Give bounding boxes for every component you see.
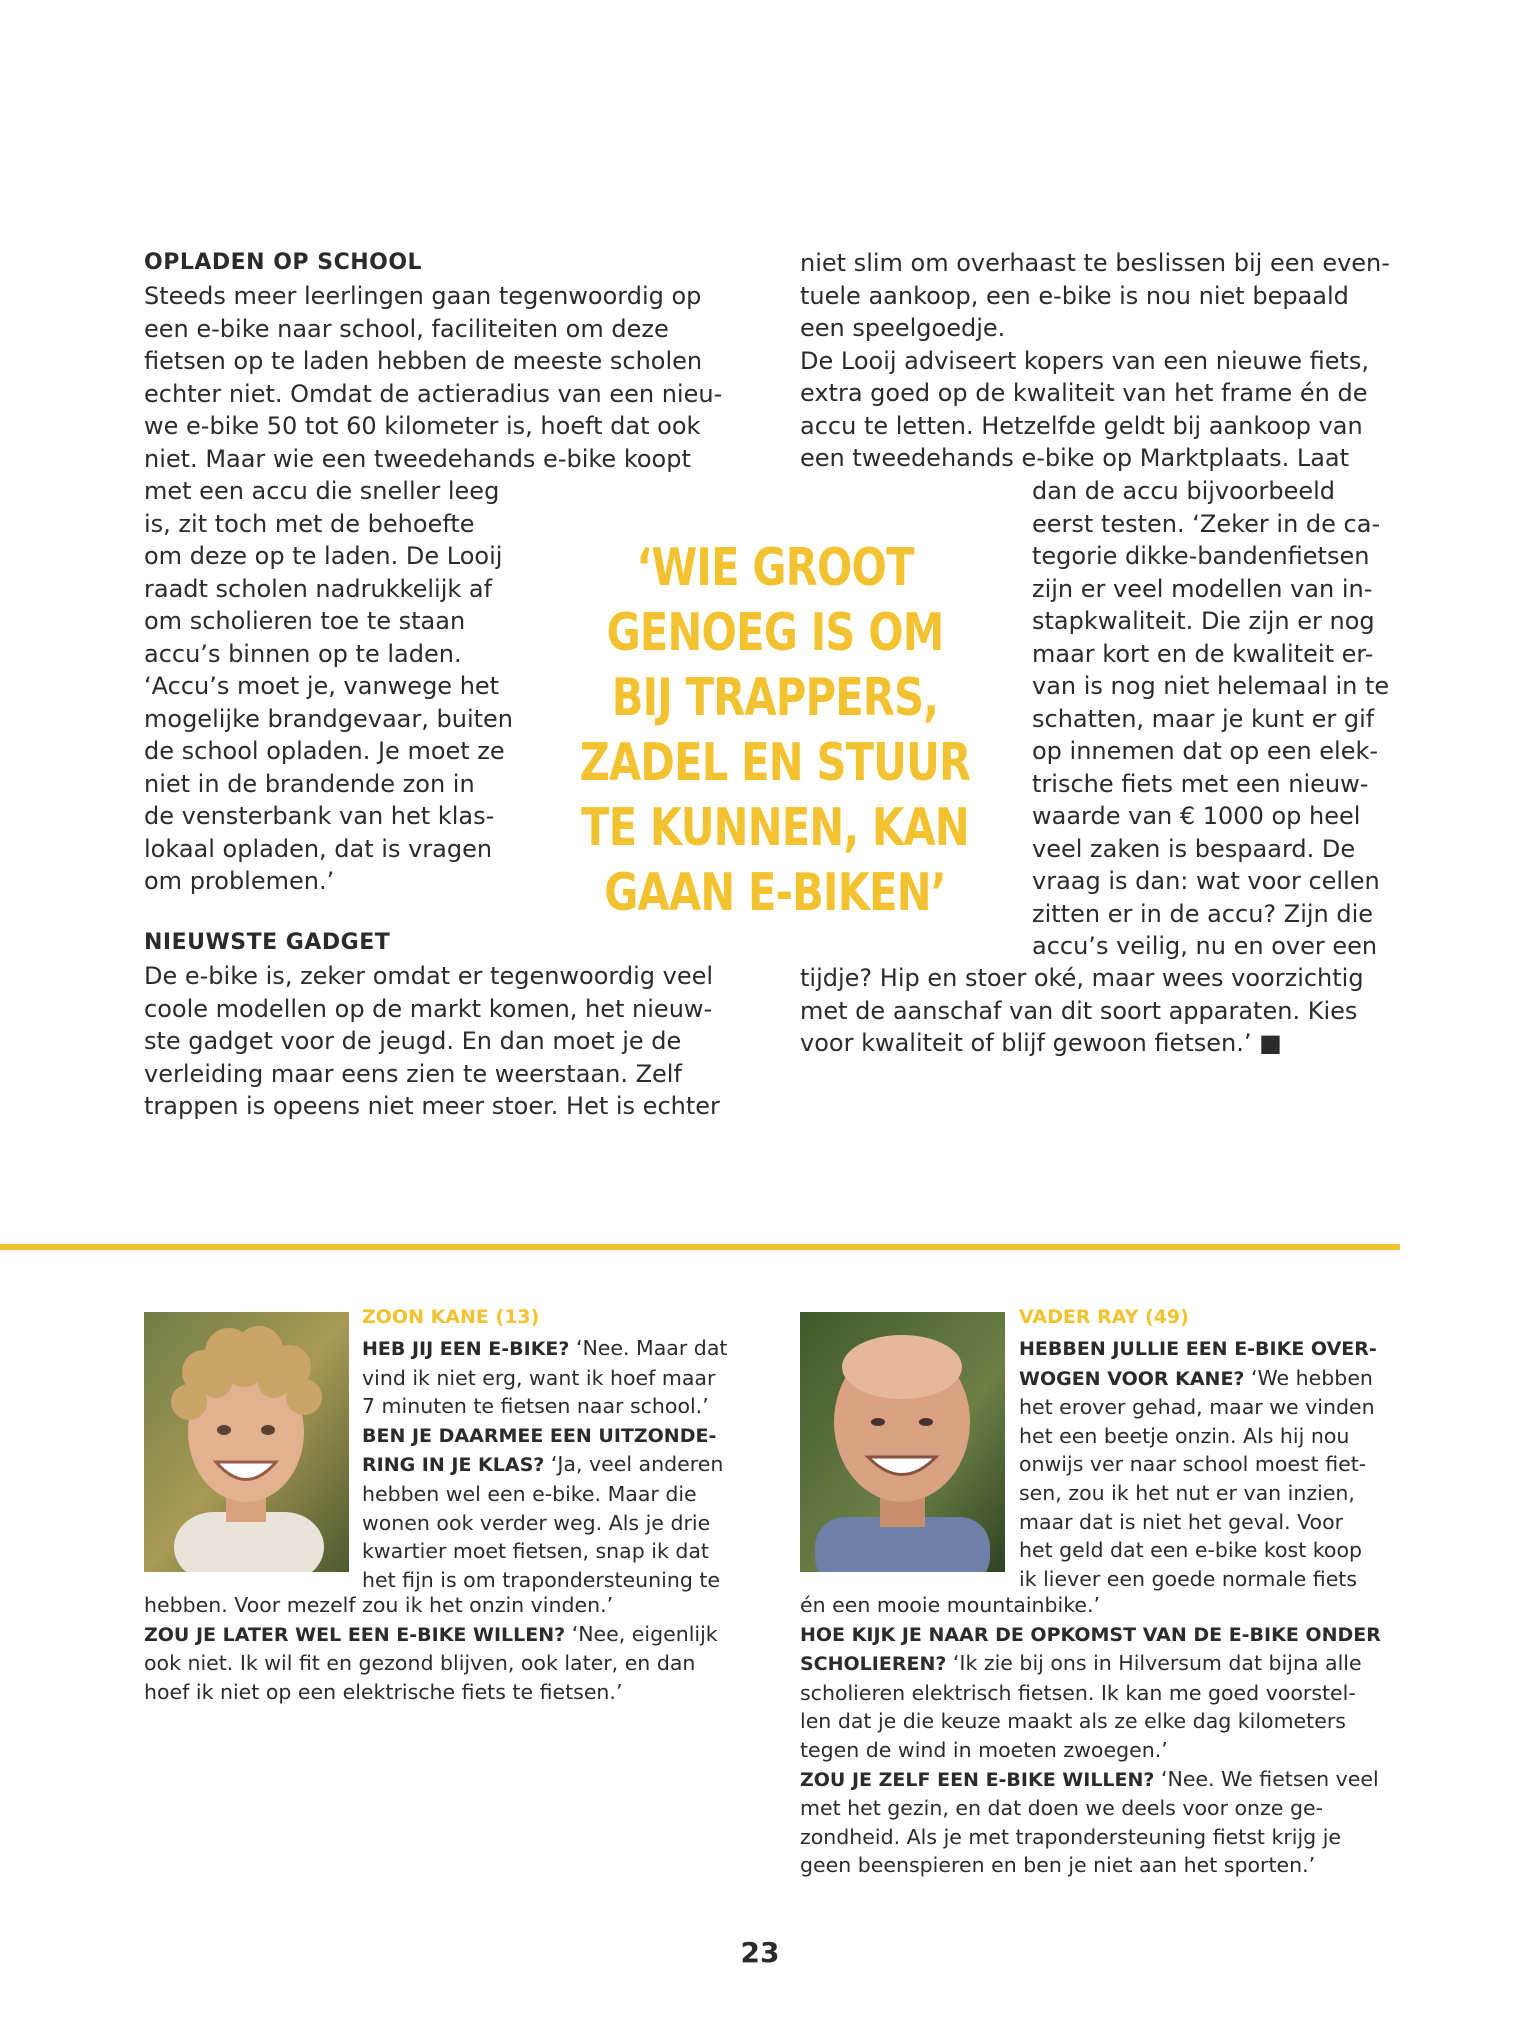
kane-interview-full bbox=[144, 1591, 718, 1706]
divider-rule bbox=[0, 1244, 1400, 1250]
page-number: 23 bbox=[740, 1936, 780, 1969]
body-line: zijn er veel modellen van in- bbox=[1032, 574, 1373, 603]
interview-line bbox=[144, 1678, 718, 1707]
interview-question: HEBBEN JULLIE EEN E-BIKE OVER- bbox=[1019, 1338, 1377, 1360]
interview-answer: het erover gehad, maar we vinden bbox=[1019, 1395, 1375, 1420]
interview-line bbox=[800, 1591, 1381, 1620]
interview-line bbox=[1019, 1364, 1377, 1394]
interview-line bbox=[362, 1364, 727, 1393]
interview-line bbox=[1019, 1393, 1377, 1422]
interview-answer: het geld dat een e-bike kost koop bbox=[1019, 1538, 1363, 1563]
interview-line bbox=[362, 1421, 727, 1451]
interview-line bbox=[1019, 1565, 1377, 1594]
pull-quote bbox=[525, 536, 1025, 926]
interview-answer: ‘Nee. Maar dat bbox=[569, 1336, 728, 1360]
interview-line bbox=[800, 1851, 1381, 1880]
interview-line bbox=[800, 1823, 1381, 1852]
interview-line bbox=[800, 1794, 1381, 1823]
interview-answer: zondheid. Als je met trapondersteuning fietst krijg je bbox=[800, 1824, 1342, 1849]
interview-line bbox=[362, 1334, 727, 1364]
interview-answer: scholieren elektrisch fietsen. Ik kan me goed voorstel- bbox=[800, 1680, 1356, 1705]
section-heading-opladen: OPLADEN OP SCHOOL bbox=[144, 250, 423, 275]
interview-answer: geen beenspieren en ben je niet aan het sporten.’ bbox=[800, 1853, 1316, 1878]
pull-quote-line: BIJ TRAPPERS, bbox=[611, 668, 939, 728]
body-line: accu te letten. Hetzelfde geldt bij aankoop van bbox=[800, 411, 1363, 440]
body-line: mogelijke brandgevaar, buiten bbox=[144, 704, 513, 733]
body-line: een speelgoedje. bbox=[800, 314, 1006, 342]
interview-answer: hoef ik niet op een elektrische fiets te fietsen.’ bbox=[144, 1679, 623, 1704]
interview-line bbox=[800, 1736, 1381, 1765]
interview-line bbox=[1019, 1508, 1377, 1537]
interview-answer: het fijn is om trapondersteuning te bbox=[362, 1567, 721, 1592]
body-line: echter niet. Omdat de actieradius van een nieu- bbox=[144, 379, 723, 408]
ray-photo bbox=[800, 1312, 1005, 1572]
interview-answer: ‘Nee. We fietsen veel bbox=[1154, 1766, 1379, 1791]
body-line: De Looij adviseert kopers van een nieuwe fiets, bbox=[800, 346, 1370, 375]
interview-answer: 7 minuten te fietsen naar school.’ bbox=[362, 1394, 709, 1419]
body-line: waarde van € 1000 op heel bbox=[1032, 802, 1361, 830]
pull-quote-line: GAAN E-BIKEN’ bbox=[604, 863, 946, 923]
interview-answer: ‘We hebben bbox=[1244, 1365, 1373, 1390]
body-line: om problemen.’ bbox=[144, 867, 335, 895]
interview-question: BEN JE DAARMEE EEN UITZONDE- bbox=[362, 1424, 717, 1447]
interview-answer: maar dat is niet het geval. Voor bbox=[1019, 1509, 1344, 1534]
ray-tag: VADER RAY (49) bbox=[1019, 1306, 1189, 1328]
interview-question: ZOU JE ZELF EEN E-BIKE WILLEN? bbox=[800, 1768, 1155, 1791]
interview-line bbox=[800, 1707, 1381, 1736]
interview-answer: ‘Nee, eigenlijk bbox=[565, 1621, 718, 1646]
body-line: niet slim om overhaast te beslissen bij een even- bbox=[800, 249, 1390, 277]
body-line: ‘Accu’s moet je, vanwege het bbox=[144, 672, 500, 700]
interview-line bbox=[800, 1649, 1381, 1679]
ray-interview-full bbox=[800, 1591, 1381, 1880]
interview-question: SCHOLIEREN? bbox=[800, 1653, 947, 1676]
body-line: trische fiets met een nieuw- bbox=[1032, 769, 1369, 798]
interview-line bbox=[144, 1620, 718, 1650]
interview-line bbox=[144, 1591, 718, 1620]
body-line: is, zit toch met de behoefte bbox=[144, 509, 475, 538]
ray-interview-side bbox=[1019, 1334, 1377, 1593]
body-line: verleiding maar eens zien te weerstaan. Zelf bbox=[144, 1059, 682, 1088]
interview-line bbox=[1019, 1450, 1377, 1479]
interview-question: WOGEN VOOR KANE? bbox=[1019, 1367, 1245, 1390]
interview-answer: én een mooie mountainbike.’ bbox=[800, 1593, 1101, 1617]
body-line: Steeds meer leerlingen gaan tegenwoordig op bbox=[144, 282, 702, 310]
body-line: fietsen op te laden hebben de meeste scholen bbox=[144, 347, 703, 375]
body-line: tegorie dikke-bandenfietsen bbox=[1032, 542, 1370, 570]
body-line: lokaal opladen, dat is vragen bbox=[144, 834, 493, 863]
body-line: De e-bike is, zeker omdat er tegenwoordig veel bbox=[144, 962, 714, 990]
interview-answer: ook niet. Ik wil fit en gezond blijven, ook later, en dan bbox=[144, 1651, 696, 1676]
interview-line bbox=[362, 1392, 727, 1421]
interview-line bbox=[800, 1620, 1381, 1650]
body-line: voor kwaliteit of blijf gewoon fietsen.’ ■ bbox=[800, 1029, 1282, 1057]
body-line: tuele aankoop, een e-bike is nou niet bepaald bbox=[800, 281, 1349, 310]
body-line: op innemen dat op een elek- bbox=[1032, 737, 1379, 765]
body-line: coole modellen op de markt komen, het nieuw- bbox=[144, 994, 713, 1023]
interview-question: HOE KIJK JE NAAR DE OPKOMST VAN DE E-BIKE ONDER bbox=[800, 1623, 1381, 1646]
body-line: met de aanschaf van dit soort apparaten. Kies bbox=[800, 996, 1358, 1025]
body-line: trappen is opeens niet meer stoer. Het is echter bbox=[144, 1092, 720, 1120]
body-line: vraag is dan: wat voor cellen bbox=[1032, 867, 1380, 895]
body-line: accu’s binnen op te laden. bbox=[144, 639, 462, 668]
interview-line bbox=[1019, 1479, 1377, 1508]
body-line: we e-bike 50 tot 60 kilometer is, hoeft dat ook bbox=[144, 412, 701, 440]
column2-narrow-text bbox=[1032, 475, 1389, 963]
interview-answer: onwijs ver naar school moest fiet- bbox=[1019, 1452, 1367, 1477]
interview-answer: vind ik niet erg, want ik hoef maar bbox=[362, 1365, 716, 1390]
interview-answer: kwartier moet fietsen, snap ik dat bbox=[362, 1539, 709, 1564]
body-line: eerst testen. ‘Zeker in de ca- bbox=[1032, 509, 1381, 538]
interview-answer: ‘Ik zie bij ons in Hilversum dat bijna alle bbox=[946, 1651, 1362, 1676]
body-line: niet in de brandende zon in bbox=[144, 769, 475, 798]
body-line: extra goed op de kwaliteit van het frame én de bbox=[800, 379, 1368, 407]
body-line: de vensterbank van het klas- bbox=[144, 802, 495, 830]
interview-line bbox=[1019, 1422, 1377, 1451]
interview-answer: met het gezin, en dat doen we deels voor onze ge- bbox=[800, 1796, 1323, 1821]
kane-interview-side bbox=[362, 1334, 727, 1594]
interview-line bbox=[362, 1480, 727, 1509]
kane-photo bbox=[144, 1312, 349, 1572]
interview-line bbox=[1019, 1536, 1377, 1565]
body-line: van is nog niet helemaal in te bbox=[1032, 672, 1390, 700]
body-line: met een accu die sneller leeg bbox=[144, 477, 500, 505]
body-line: ste gadget voor de jeugd. En dan moet je de bbox=[144, 1027, 682, 1055]
interview-line bbox=[362, 1450, 727, 1480]
interview-line bbox=[800, 1679, 1381, 1708]
body-line: de school opladen. Je moet ze bbox=[144, 737, 505, 765]
interview-answer: het een beetje onzin. Als hij nou bbox=[1019, 1423, 1350, 1448]
interview-question: HEB JIJ EEN E-BIKE? bbox=[362, 1338, 570, 1360]
body-line: een tweedehands e-bike op Marktplaats. Laat bbox=[800, 444, 1350, 472]
body-line: dan de accu bijvoorbeeld bbox=[1032, 477, 1336, 505]
body-line: stapkwaliteit. Die zijn er nog bbox=[1032, 607, 1375, 635]
interview-answer: hebben. Voor mezelf zou ik het onzin vinden.’ bbox=[144, 1593, 614, 1617]
body-line: zitten er in de accu? Zijn die bbox=[1032, 899, 1374, 928]
interview-line bbox=[800, 1765, 1381, 1795]
interview-answer: ik liever een goede normale fiets bbox=[1019, 1566, 1358, 1591]
section-gadget-body bbox=[144, 960, 720, 1123]
column2-bottom-text bbox=[800, 962, 1364, 1060]
body-line: accu’s veilig, nu en over een bbox=[1032, 932, 1378, 960]
interview-line bbox=[362, 1537, 727, 1566]
interview-answer: ‘Ja, veel anderen bbox=[544, 1452, 724, 1477]
section-heading-gadget: NIEUWSTE GADGET bbox=[144, 930, 391, 955]
pull-quote-line: ZADEL EN STUUR bbox=[579, 733, 971, 793]
body-line: om scholieren toe te staan bbox=[144, 607, 466, 635]
body-line: veel zaken is bespaard. De bbox=[1032, 834, 1356, 863]
interview-answer: tegen de wind in moeten zwoegen.’ bbox=[800, 1737, 1168, 1762]
body-line: schatten, maar je kunt er gif bbox=[1032, 704, 1375, 733]
interview-answer: wonen ook verder weg. Als je drie bbox=[362, 1510, 711, 1535]
interview-answer: sen, zou ik het nut er van inzien, bbox=[1019, 1480, 1355, 1505]
column2-top-text bbox=[800, 247, 1390, 475]
pull-quote-line: ‘WIE GROOT bbox=[636, 538, 914, 598]
body-line: maar kort en de kwaliteit er- bbox=[1032, 639, 1374, 668]
pull-quote-line: TE KUNNEN, KAN bbox=[581, 798, 969, 858]
body-line: niet. Maar wie een tweedehands e-bike koopt bbox=[144, 444, 691, 473]
body-line: om deze op te laden. De Looij bbox=[144, 542, 503, 570]
interview-line bbox=[362, 1509, 727, 1538]
interview-answer: len dat je die keuze maakt als ze elke dag kilometers bbox=[800, 1709, 1346, 1734]
body-line: raadt scholen nadrukkelijk af bbox=[144, 574, 493, 603]
interview-answer: hebben wel een e-bike. Maar die bbox=[362, 1481, 697, 1506]
interview-question: RING IN JE KLAS? bbox=[362, 1454, 545, 1477]
body-line: een e-bike naar school, faciliteiten om deze bbox=[144, 314, 669, 343]
kane-tag: ZOON KANE (13) bbox=[362, 1306, 540, 1328]
pull-quote-line: GENOEG IS OM bbox=[606, 603, 944, 663]
interview-line bbox=[1019, 1334, 1377, 1364]
body-line: tijdje? Hip en stoer oké, maar wees voorzichtig bbox=[800, 964, 1364, 992]
interview-question: ZOU JE LATER WEL EEN E-BIKE WILLEN? bbox=[144, 1623, 566, 1646]
interview-line bbox=[144, 1649, 718, 1678]
